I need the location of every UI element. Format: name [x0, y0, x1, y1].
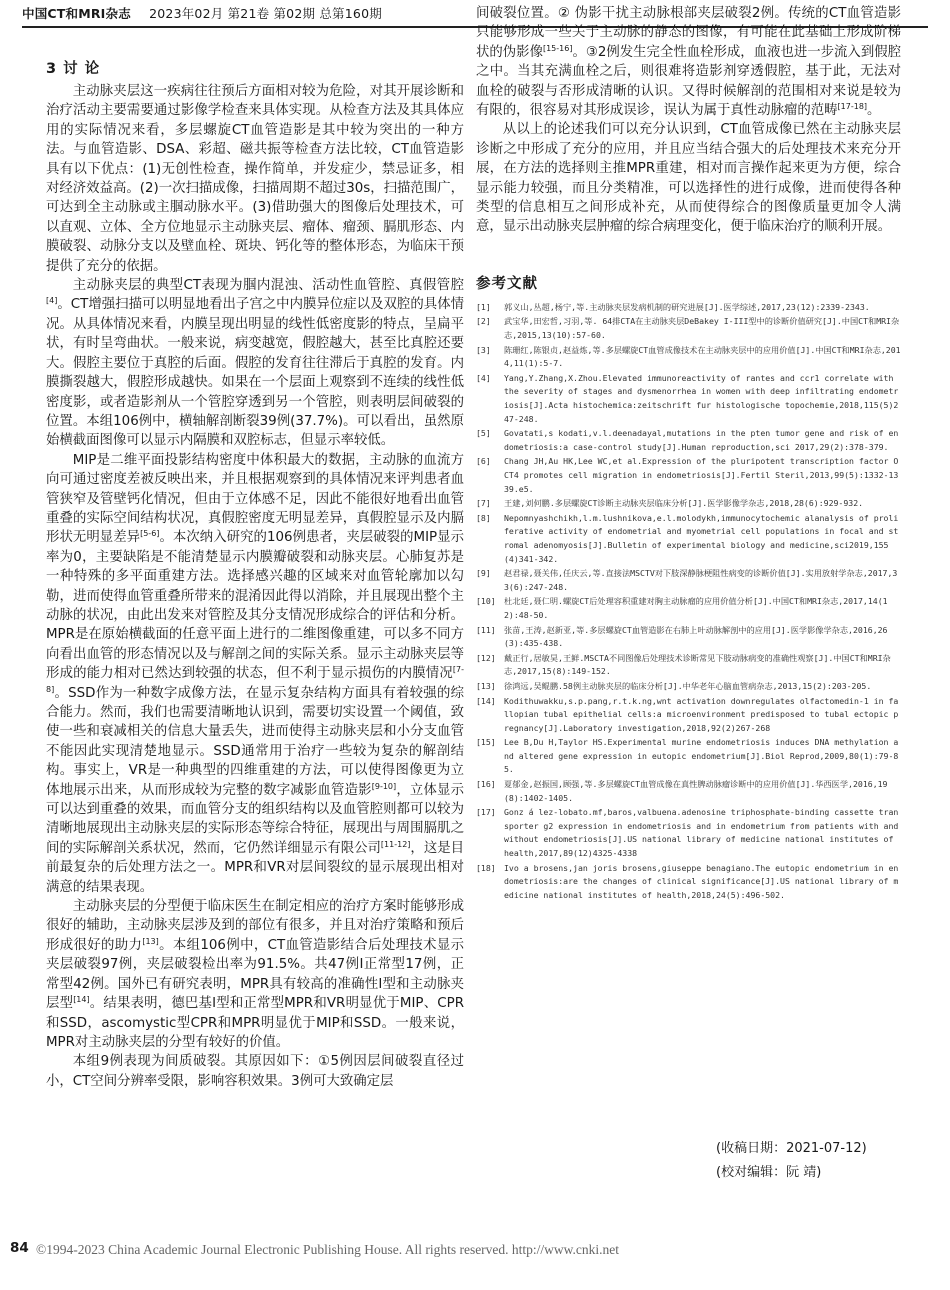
reference-item [476, 862, 901, 903]
reference-list [476, 301, 901, 903]
body-paragraph [46, 276, 464, 451]
paragraph-text: 。结果表明，德巴基Ⅰ型和正常型MPR和VR明显优于MIP、CPR和SSD，ascomystic型CPR和MPR明显优于MIP和SSD。一般来说，MPR对主动脉夹层的分型有较好的价值。 [46, 996, 465, 1050]
paragraph-text: 主动脉夹层的典型CT表现为腘内混浊、活动性血管腔、真假管腔 [72, 278, 464, 294]
body-paragraph [476, 120, 901, 236]
paragraph-text: 。 [867, 103, 881, 119]
reference-text: 张苗,王涛,赵新亚,等.多层螺旋CT血管造影在右肺上叶动脉解剖中的应用[J].医学影像学杂志,2016,26(3):435-438. [504, 624, 888, 649]
paragraph-text: 从以上的论述我们可以充分认识到，CT血管成像已然在主动脉夹层诊断之中形成了充分的应用，并且应当结合强大的后处理技术来充分开展，在方法的选择则主推MPR重建，相对而言操作起来更为方便，综合显示能力较强，而且分类精准，可以选择性的进行成像，进而使得各种类型的信息相互之间形成补充，从而使得综合的图像质量更加令人满意，显示出动脉夹层肿瘤的综合病理变化，便于临床治疗的顺利开展。 [476, 122, 901, 235]
right-column [476, 4, 901, 903]
left-paragraphs [46, 82, 464, 1091]
reference-number: [7] [476, 498, 491, 509]
paragraph-text: 。SSD作为一种数字成像方法，在显示复杂结构方面具有着较强的综合能力。然而，我们也需要清晰地认识到，需要切实设置一个阈值，致使一些和衰减相关的信息大量丢失，进而使得主动脉夹层和小分支血管不能因此实现清楚地显示。SSD通常用于治疗一些较为复杂的解剖结构。事实上，VR是一种典型的四维重建的方法，可以使得图像更为立体地展示出来，从而形成较为完整的数字减影血管造影 [46, 685, 464, 798]
reference-item [476, 595, 901, 622]
citation-marker: [7-8] [46, 665, 464, 694]
reference-item [476, 455, 901, 496]
paragraph-text: 。本次纳入研究的106例患者，夹层破裂的MIP显示率为0，主要缺陷是不能清楚显示内膜瓣破裂和动脉夹层。心肺复苏是一种特殊的多平面重建方法。选择感兴趣的区域来对血管轮廓加以勾勒，进而使得血管重叠所带来的混淆因此得以消除，并且展现出整个主动脉的状况，由此出发来对管腔及其分支情况形成综合的评估和分析。MPR是在原始横截面的任意平面上进行的二维图像重建，可以多不同方向看出血管的形态情况以及与解剖之间的实际关系。显示主动脉夹层等形成的能力相对已然达到较强的状态，但不利于显示损伤的内膜情况 [46, 530, 465, 682]
body-paragraph [46, 451, 464, 897]
reference-item [476, 695, 901, 736]
reference-number: [9] [476, 568, 491, 579]
reference-item [476, 344, 901, 371]
body-paragraph [46, 1052, 464, 1091]
issue-info: 2023年02月 第21卷 第02期 总第160期 [149, 6, 382, 21]
right-paragraphs [476, 4, 901, 237]
paragraph-text: 间破裂位置。② 伪影干扰主动脉根部夹层破裂2例。传统的CT血管造影只能够形成一些关于主动脉的静态的图像，有可能在此基础上形成阶梯状的伪影像 [476, 6, 901, 60]
paragraph-text: 。本组106例中，CT血管造影结合后处理技术显示夹层破裂97例，夹层破裂检出率为91.5%。共47例Ⅰ正常型17例，正常型42例。国外已有研究表明，MPR具有较高的准确性Ⅰ型和主动脉夹层型 [46, 937, 465, 1012]
reference-item [476, 301, 901, 315]
reference-number: [18] [476, 862, 496, 873]
receipt-info [716, 1137, 867, 1185]
reference-text: 戴正行,居敏昊,王鲜.MSCTA不同图像后处理技术诊断常见下肢动脉病变的准确性观察[J].中国CT和MRI杂志,2017,15(8):149-152. [504, 652, 891, 677]
citation-marker: [4] [46, 296, 58, 306]
reference-text: Yang,Y.Zhang,X.Zhou.Elevated immunoreactivity of rantes and ccr1 correlate with the severity of stages and dysmenorrhea in women with deep infiltrating endometriosis[J].Acta histochemica:zeitschrift fur histologische topochemie,2018,115(5)247-248. [504, 372, 899, 424]
page-number: 84 [10, 1240, 29, 1256]
reference-text: Chang JH,Au HK,Lee WC,et al.Expression of the pluripotent transcription factor OCT4 promotes cell migration in endometriosis[J].Fertil Steril,2013,99(5):1332-1339.e5. [504, 456, 899, 494]
citation-marker: [14] [73, 995, 90, 1005]
reference-text: Nepomnyashchikh,l.m.lushnikova,e.l.molodykh,immunocytochemic alanalysis of proliferative activity of endometrial and myometrial cell populations in focal and stromal adenomyosis[J].Bulletin of experimental biology and medicine,sci2019,155(4)341-342. [504, 512, 899, 564]
reference-number: [15] [476, 737, 496, 748]
paragraph-text: MIP是二维平面投影结构密度中体积最大的数据，主动脉的血流方向可通过密度差被反映出来，并且根据观察到的具体情况来评判患者血管狭窄及管壁钙化情况，但由于立体感不足，因此不能很好地看出血管重叠的实际空间结构状况，真假腔密度无明显差异，真假腔显示及内膈形状无明显差异 [46, 452, 464, 546]
reference-item [476, 652, 901, 679]
reference-item [476, 372, 901, 426]
paragraph-text: ，这是目前最复杂的后处理方法之一。MPR和VR对层间裂纹的显示展现出相对满意的结果表现。 [46, 840, 465, 895]
reference-number: [10] [476, 596, 496, 607]
paragraph-text: ，立体显示可以达到重叠的效果，而血管分支的组织结构以及血管腔则都可以较为清晰地展现出主动脉夹层的实际形态等综合特征，展现出与周围膈肌之间的实际解剖关系状况，然而，它仍然详细显示有限公司 [46, 782, 465, 856]
reference-number: [5] [476, 428, 491, 439]
reference-text: 赵君禄,聂关伟,任庆云,等.直接法MSCTV对下肢深静脉梗阻性病变的诊断价值[J].实用放射学杂志,2017,33(6):247-248. [504, 568, 898, 592]
section-title: 3 讨 论 [46, 61, 101, 77]
paragraph-text: 主动脉夹层的分型便于临床医生在制定相应的治疗方案时能够形成很好的辅助，主动脉夹层涉及到的部位有很多，并且对治疗策略和预后形成很好的助力 [46, 899, 464, 953]
reference-text: Gonz á lez-lobato.mf,baros,valbuena.adenosine triphosphate-binding cassette transporter g2 expression in endometriosis and in endometrium from patients with and without endometriosis[J].US national library of medicine national institutes of health,2017,89(12)4325-4338 [504, 807, 899, 859]
proof-editor: (校对编辑：阮 靖) [716, 1165, 822, 1180]
reference-text: 徐鸿远,吴鲲鹏.58例主动脉夹层的临床分析[J].中华老年心脑血管病杂志,2013,15(2):203-205. [504, 680, 872, 691]
reference-item [476, 806, 901, 860]
references-title: 参考文献 [476, 275, 538, 292]
citation-marker: [5-6] [140, 529, 160, 539]
reference-item [476, 512, 901, 566]
citation-marker: [15-16] [542, 43, 573, 53]
reference-text: 郭义山,丛超,杨宁,等.主动脉夹层发病机制的研究进展[J].医学综述,2017,23(12):2339-2343. [504, 301, 870, 312]
paragraph-text: 本组9例表现为间质破裂。其原因如下：①5例因层间破裂直径过小，CT空间分辨率受限，影响容积效果。3例可大致确定层 [46, 1054, 464, 1089]
left-column [46, 36, 464, 1091]
reference-number: [12] [476, 652, 496, 663]
reference-item [476, 680, 901, 694]
reference-item [476, 427, 901, 454]
reference-number: [11] [476, 624, 496, 635]
citation-marker: [11-12] [380, 839, 411, 849]
body-paragraph [46, 82, 464, 276]
reference-number: [3] [476, 344, 491, 355]
paragraph-text: 主动脉夹层这一疾病往往预后方面相对较为危险，对其开展诊断和治疗活动主要需要通过影像学检查来具体实现。从检查方法及其具体应用的实际情况来看，多层螺旋CT血管造影是其中较为突出的一种方法。与血管造影、DSA、彩超、磁共振等检查方法比较，CT血管造影具有以下优点：(1)无创性检查，操作简单，并发症少，禁忌证多，相对经济效益高。(2)一次扫描成像，扫描周期不超过30s，扫描范围广，可达到全主动脉或主腘动脉水平。(3)借助强大的图像后处理技术，可以直观、立体、全方位地显示主动脉夹层、瘤体、瘤颈、膈肌形态、内膜破裂、动脉分支以及壁血栓、斑块、钙化等的整体形态，为临床干预提供了充分的依据。 [46, 84, 464, 274]
reference-item [476, 497, 901, 511]
paragraph-text: 。CT增强扫描可以明显地看出子宫之中内膜异位症以及双腔的具体情况。从具体情况来看，内膜呈现出明显的线性低密度影的特点，呈扁平状，有时呈弯曲状。一般来说，病变越宽，假腔越大，甚至比真腔还要大。假腔主要位于真腔的后面。假腔的发育往往滞后于真腔的发育。内膜撕裂越大，假腔形成越快。如果在一个层面上观察到不连续的线性低密度影，或者造影剂从一个管腔穿透到另一个管腔，则表明层间破裂的位置。本组106例中，横轴解剖断裂39例(37.7%)。可以看出，虽然原始横截面图像可以显示内隔膜和双腔标志，但显示率较低。 [46, 297, 464, 449]
reference-number: [13] [476, 680, 496, 691]
reference-number: [6] [476, 456, 491, 467]
body-paragraph [476, 4, 901, 120]
reference-item [476, 736, 901, 777]
journal-name: 中国CT和MRI杂志 [22, 6, 131, 21]
reference-text: 杜北廷,聂仁明.螺旋CT后处理容积重建对胸主动脉瘤的应用价值分析[J].中国CT和MRI杂志,2017,14(12):48-50. [504, 596, 888, 620]
reference-number: [4] [476, 372, 491, 383]
paragraph-text: 。③2例发生完全性血栓形成，血液也进一步流入到假腔之中。当其充满血栓之后，则很难将造影剂穿透假腔，基于此，无法对血栓的破裂与否形成清晰的认识。又得时候解剖的范围相对来说是较为有限的，很容易对其形成误诊，误认为属于真性动脉瘤的范畴 [476, 44, 902, 119]
reference-text: 夏郁金,赵振国,顾强,等.多层螺旋CT血管成像在真性脾动脉瘤诊断中的应用价值[J].华西医学,2016,19(8):1402-1405. [504, 779, 888, 803]
running-header [22, 4, 382, 22]
reference-number: [2] [476, 316, 491, 327]
received-date: (收稿日期：2021-07-12) [716, 1141, 867, 1156]
copyright-footer: ©1994-2023 China Academic Journal Electronic Publishing House. All rights reserved. http://www.cnki.net [36, 1242, 620, 1257]
reference-text: 武宝华,田宏哲,习羽,等. 64排CTA在主动脉夹层DeBakey I-III型中的诊断价值研究[J].中国CT和MRI杂志,2015,13(10):57-60. [504, 316, 900, 341]
reference-item [476, 778, 901, 805]
reference-number: [16] [476, 779, 496, 790]
reference-item [476, 567, 901, 594]
body-paragraph [46, 897, 464, 1052]
reference-number: [8] [476, 512, 491, 523]
reference-text: Lee B,Du H,Taylor HS.Experimental murine endometriosis induces DNA methylation and altered gene expression in eutopic endometrium[J].Biol Reprod,2009,80(1):79-85. [504, 737, 899, 775]
reference-text: 陈珊红,陈银贞,赵益炼,等.多层螺旋CT血管成像技术在主动脉夹层中的应用价值[J].中国CT和MRI杂志,2014,11(1):5-7. [504, 344, 901, 369]
citation-marker: [17-18] [837, 102, 868, 112]
reference-number: [14] [476, 695, 496, 706]
reference-item [476, 315, 901, 342]
reference-item [476, 624, 901, 651]
reference-number: [1] [476, 301, 491, 312]
reference-text: Ivo a brosens,jan joris brosens,giuseppe benagiano.The eutopic endometrium in endometriosis:are the changes of clinical significance[J].US national library of medicine national institutes of health,2018,24(5):496-502. [504, 862, 899, 900]
citation-marker: [13] [142, 936, 159, 946]
reference-number: [17] [476, 807, 496, 818]
citation-marker: [9-10] [371, 781, 397, 791]
reference-text: Govatati,s kodati,v.l.deenadayal,mutations in the pten tumor gene and risk of endometriosis:a case-control study[J].Human reproduction,sci 2017,29(2):378-379. [504, 428, 899, 452]
reference-text: 王建,刘何鹏.多层螺旋CT诊断主动脉夹层临床分析[J].医学影像学杂志,2018,28(6):929-932. [504, 498, 864, 509]
reference-text: Kodithuwakku,s.p.pang,r.t.k.ng,wnt activation downregulates olfactomedin-1 in fallopian tubal epithelial cells:a microenvironment predisposed to tubal ectopic pregnancy[J].Laboratory investigation,2018,92(2)267-268 [504, 695, 899, 733]
